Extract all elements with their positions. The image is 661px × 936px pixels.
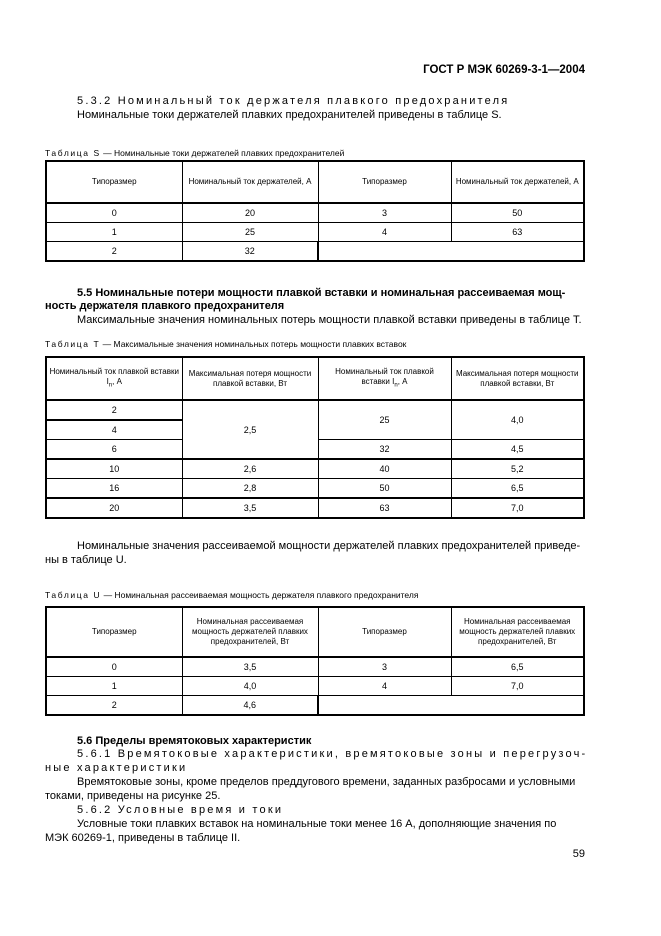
cell: 4 [318,223,451,242]
cell: 4,0 [451,400,584,440]
section-56-title: 5.6 Пределы времятоковых характеристик [77,735,312,747]
cell: 5,2 [451,459,584,479]
header-cell: Типоразмер [46,161,182,203]
cell: 32 [182,242,318,262]
header-cell: Номинальный ток держателей, А [451,161,584,203]
section-532-title: 5.3.2 Номинальный ток держателя плавкого предохранителя [77,95,510,107]
header-cell: Типоразмер [318,607,451,657]
cell: 25 [318,400,451,440]
cell: 50 [451,203,584,223]
paragraph-u-line1: Номинальные значения рассеиваемой мощности держателей плавких предохранителей приведе- [77,540,581,552]
cell: 4 [318,677,451,696]
cell: 25 [182,223,318,242]
cell: 16 [46,479,182,499]
cell: 4,6 [182,696,318,716]
section-55-text: Максимальные значения номинальных потерь мощности плавкой вставки приведены в таблице Т. [77,314,582,326]
section-561-text-line2: токами, приведены на рисунке 25. [45,790,221,802]
cell: 3,5 [182,498,318,518]
cell: 2,5 [182,400,318,459]
section-532-text: Номинальные токи держателей плавких предохранителей приведены в таблице S. [77,109,502,121]
cell: 10 [46,459,182,479]
header-cell: Типоразмер [318,161,451,203]
header-cell: Максимальная потеря мощности плавкой вставки, Вт [451,357,584,400]
header-cell: Номинальная рассеиваемая мощность держателей плавких предохранителей, Вт [451,607,584,657]
table-t-caption: Таблица Т — Максимальные значения номинальных потерь мощности плавких вставок [45,339,407,349]
cell: 0 [46,203,182,223]
cell: 7,0 [451,498,584,518]
cell: 4,0 [182,677,318,696]
cell: 2 [46,242,182,262]
cell: 1 [46,223,182,242]
cell: 2,8 [182,479,318,499]
section-55-title-line1: 5.5 Номинальные потери мощности плавкой вставки и номинальная рассеиваемая мощ- [77,287,566,299]
page-number: 59 [572,848,585,860]
cell: 3,5 [182,657,318,677]
cell: 0 [46,657,182,677]
cell: 40 [318,459,451,479]
cell: 4 [46,420,182,440]
header-cell: Номинальная рассеиваемая мощность держателей плавких предохранителей, Вт [182,607,318,657]
cell: 7,0 [451,677,584,696]
cell: 4,5 [451,440,584,460]
cell: 6,5 [451,479,584,499]
cell: 63 [318,498,451,518]
section-562-text-line1: Условные токи плавких вставок на номинальные токи менее 16 А, дополняющие значения по [77,818,557,830]
table-s [45,160,585,262]
cell: 2 [46,400,182,420]
header-cell: Типоразмер [46,607,182,657]
table-u-caption: Таблица U — Номинальная рассеиваемая мощность держателя плавкого предохранителя [45,590,419,600]
table-s-caption: Таблица S — Номинальные токи держателей плавких предохранителей [45,148,345,158]
section-562-title: 5.6.2 Условные время и токи [77,804,284,816]
section-561-title-line2: ные характеристики [45,762,188,774]
section-561-title-line1: 5.6.1 Времятоковые характеристики, времятоковые зоны и перегрузоч- [77,748,588,760]
cell: 2,6 [182,459,318,479]
cell: 2 [46,696,182,716]
cell: 20 [46,498,182,518]
cell: 50 [318,479,451,499]
cell: 32 [318,440,451,460]
cell: 3 [318,203,451,223]
header-cell: Номинальный ток держателей, А [182,161,318,203]
header-cell: Номинальный ток плавкой вставки $I_n$, А [46,357,182,400]
cell: 6 [46,440,182,460]
page-header: ГОСТ Р МЭК 60269-3-1—2004 [423,64,585,76]
table-u [45,606,585,716]
cell: 63 [451,223,584,242]
cell: 20 [182,203,318,223]
header-cell: Максимальная потеря мощности плавкой вставки, Вт [182,357,318,400]
cell: 6,5 [451,657,584,677]
cell: 1 [46,677,182,696]
table-t [45,356,585,519]
section-55-title-line2: ность держателя плавкого предохранителя [45,300,285,312]
header-cell: Номинальный ток плавкой вставки $I_n$, А [318,357,451,400]
cell: 3 [318,657,451,677]
section-561-text-line1: Времятоковые зоны, кроме пределов преддугового времени, заданных разбросами и условными [77,776,576,788]
section-562-text-line2: МЭК 60269-1, приведены в таблице II. [45,832,241,844]
paragraph-u-line2: ны в таблице U. [45,554,127,566]
